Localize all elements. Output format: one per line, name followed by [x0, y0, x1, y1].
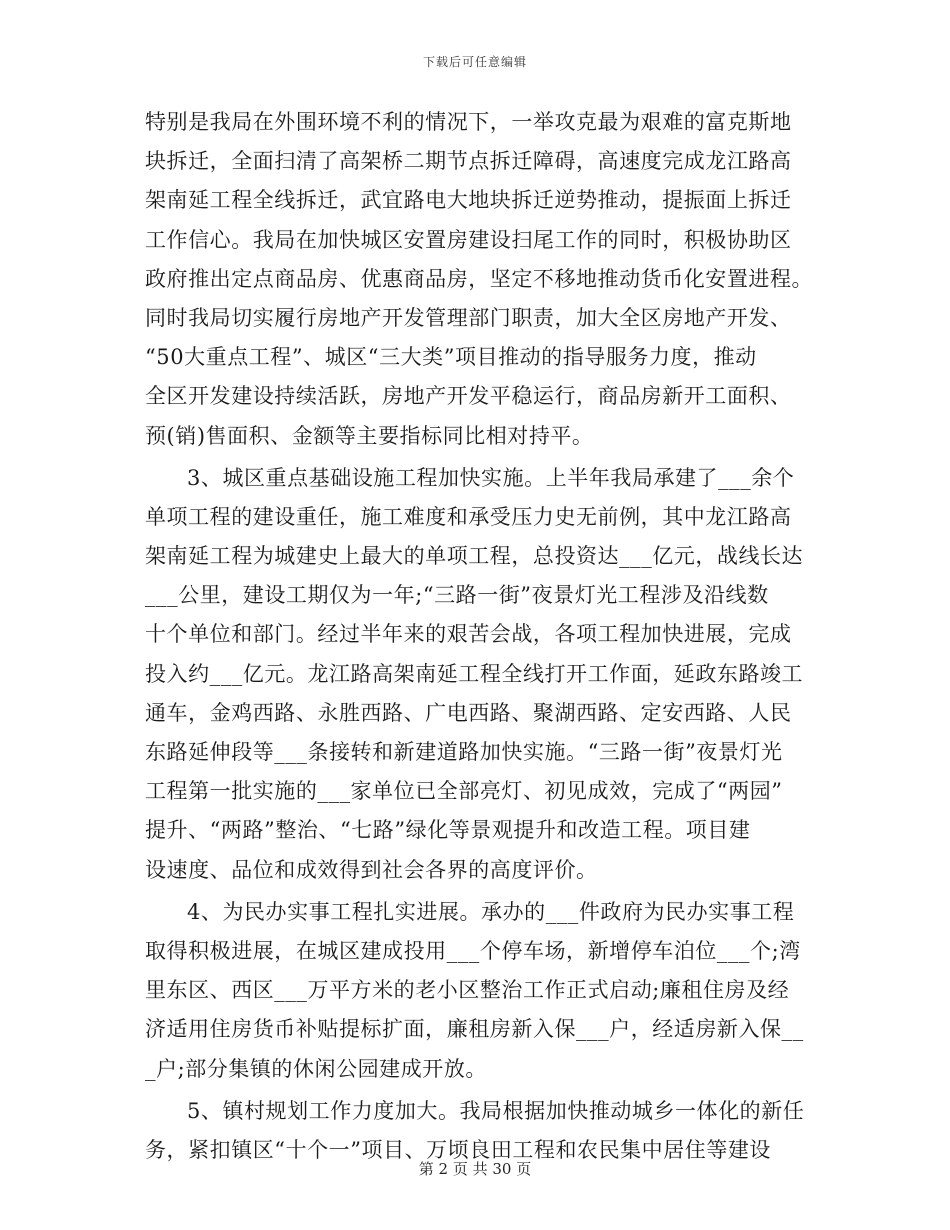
text-line: 架南延工程为城建史上最大的单项工程，总投资达___亿元，战线长达: [145, 544, 804, 569]
paragraph: [145, 459, 815, 890]
text-line: 政府推出定点商品房、优惠商品房，坚定不移地推动货币化安置进程。: [145, 266, 814, 291]
text-line: 架南延工程全线拆迁，武宜路电大地块拆迁逆势推动，提振面上拆迁: [145, 188, 792, 213]
text-line: 预(销)售面积、金额等主要指标同比相对持平。: [145, 423, 594, 448]
document-body: [145, 103, 815, 1170]
text-line: 工作信心。我局在加快城区安置房建设扫尾工作的同时，积极协助区: [145, 227, 792, 252]
text-line: 单项工程的建设重任，施工难度和承受压力史无前例，其中龙江路高: [145, 504, 792, 529]
text-line: _户;部分集镇的休闲公园建成开放。: [145, 1056, 487, 1081]
text-line: 5、镇村规划工作力度加大。我局根据加快推动城乡一体化的新任: [187, 1098, 805, 1123]
text-line: 块拆迁，全面扫清了高架桥二期节点拆迁障碍，高速度完成龙江路高: [145, 149, 792, 174]
text-line: 3、城区重点基础设施工程加快实施。上半年我局承建了___余个: [187, 465, 795, 490]
text-line: 特别是我局在外围环境不利的情况下，一举攻克最为艰难的富克斯地: [145, 110, 792, 134]
text-line: 里东区、西区___万平方米的老小区整治工作正式启动;廉租住房及经: [145, 978, 790, 1003]
text-line: “50大重点工程”、城区“三大类”项目推动的指导服务力度，推动: [145, 345, 757, 370]
paragraph: [145, 893, 815, 1089]
page-footer: 第 2 页 共 30 页: [418, 1160, 532, 1178]
text-line: 通车，金鸡西路、永胜西路、广电西路、聚湖西路、定安西路、人民: [145, 700, 792, 725]
text-line: 工程第一批实施的___家单位已全部亮灯、初见成效，完成了“两园”: [145, 779, 783, 804]
text-line: 济适用住房货币补贴提标扩面，廉租房新入保___户，经适房新入保__: [145, 1017, 804, 1042]
text-line: 全区开发建设持续活跃，房地产开发平稳运行，商品房新开工面积、: [145, 384, 792, 409]
text-line: 十个单位和部门。经过半年来的艰苦会战，各项工程加快进展，完成: [145, 622, 792, 647]
text-line: 东路延伸段等___条接转和新建道路加快实施。“三路一街”夜景灯光: [145, 740, 783, 764]
text-line: ___公里，建设工期仅为一年;“三路一街”夜景灯光工程涉及沿线数: [145, 583, 769, 608]
text-line: 提升、“两路”整治、“七路”绿化等景观提升和改造工程。项目建: [145, 818, 751, 843]
text-line: 取得积极进展，在城区建成投用___个停车场，新增停车泊位___个;湾: [145, 938, 801, 963]
text-line: 设速度、品位和成效得到社会各界的高度评价。: [145, 857, 598, 882]
paragraph: [145, 103, 815, 456]
text-line: 投入约___亿元。龙江路高架南延工程全线打开工作面，延政东路竣工: [145, 661, 804, 686]
text-line: 4、为民办实事工程扎实进展。承办的___件政府为民办实事工程: [187, 899, 795, 924]
text-line: 务，紧扣镇区“十个一”项目、万顷良田工程和农民集中居住等建设: [145, 1137, 771, 1162]
page-header: 下载后可任意编辑: [422, 55, 527, 69]
text-line: 同时我局切实履行房地产开发管理部门职责，加大全区房地产开发、: [145, 305, 792, 330]
